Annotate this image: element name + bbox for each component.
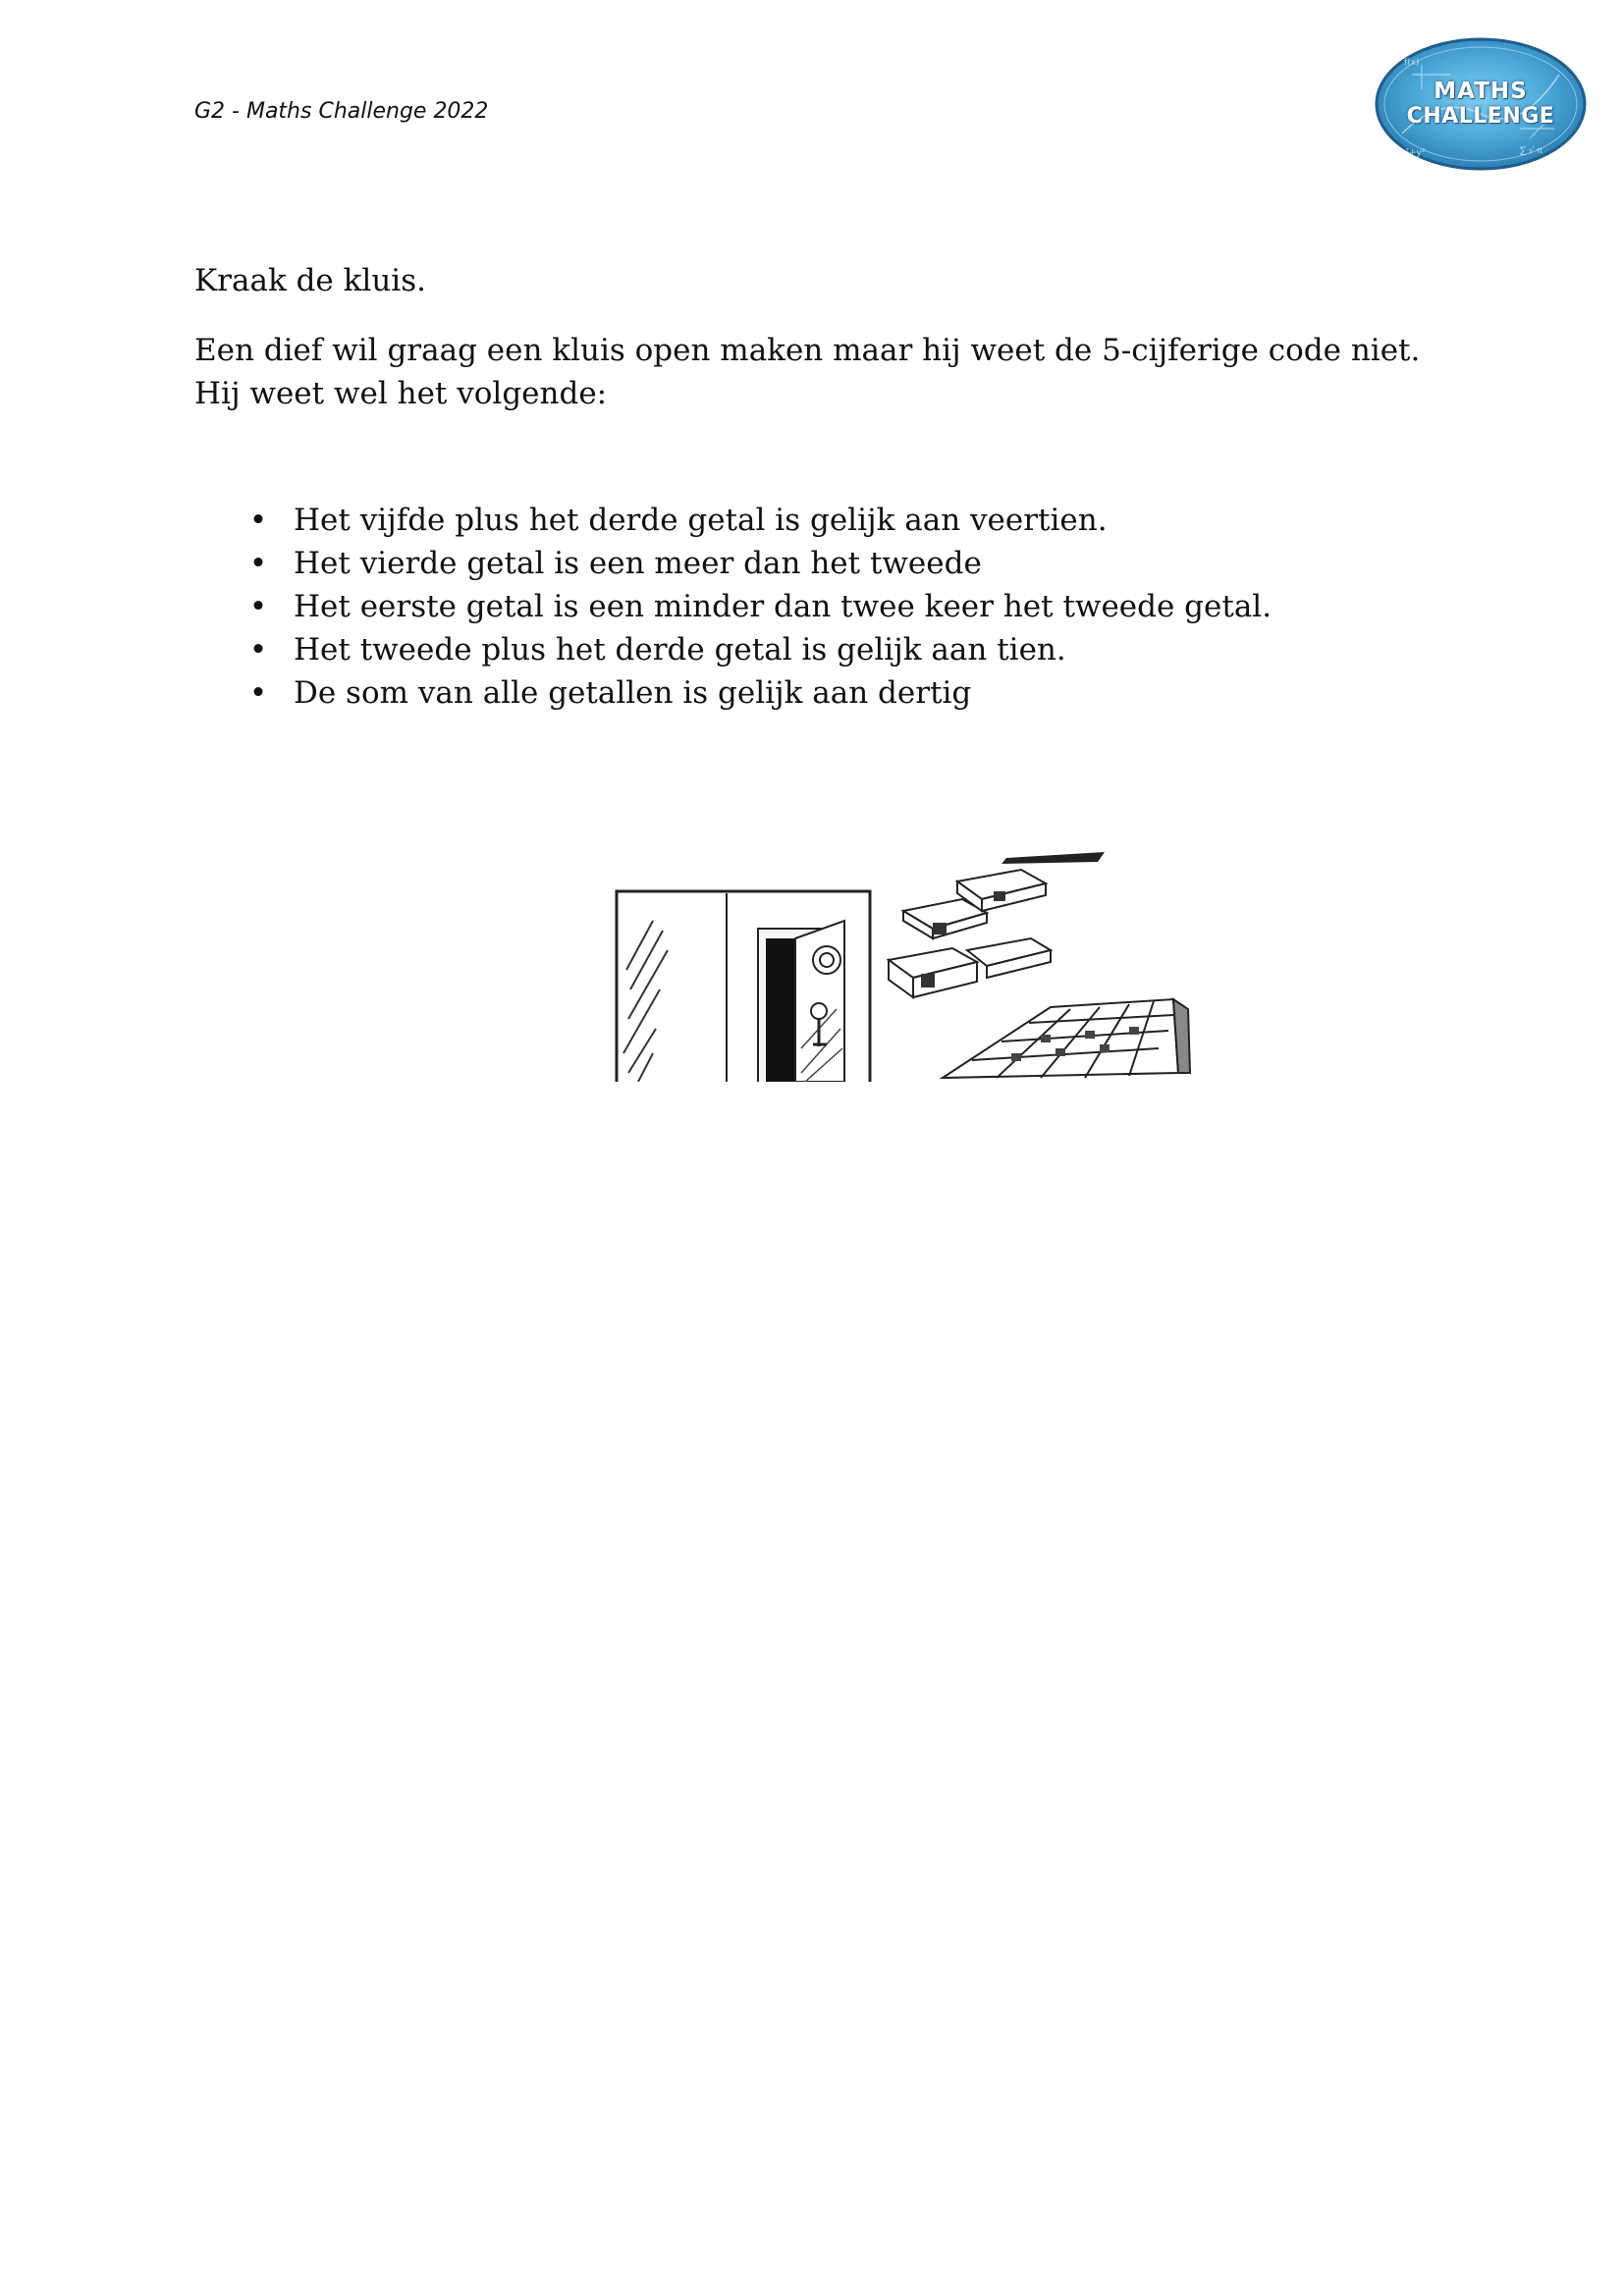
logo-badge-icon [1373, 35, 1589, 173]
clue-item [194, 499, 1272, 542]
page-header: G2 - Maths Challenge 2022 [194, 99, 489, 124]
svg-text:x²+y²: x²+y² [1400, 148, 1426, 158]
clue-list [194, 499, 1272, 715]
clue-text: Het vijfde plus het derde getal is gelijk aan veertien. [294, 503, 1108, 538]
logo-title-line2: CHALLENGE [1406, 104, 1555, 129]
svg-text:∑ √ π: ∑ √ π [1520, 146, 1543, 156]
puzzle-title: Kraak de kluis. [194, 263, 426, 298]
bullet-icon: • [248, 675, 268, 711]
clue-item [194, 671, 1272, 715]
bullet-icon: • [248, 589, 268, 624]
bullet-icon: • [248, 546, 268, 581]
clue-text: Het vierde getal is een meer dan het tweede [294, 546, 982, 581]
svg-text:f(x): f(x) [1404, 58, 1420, 68]
clue-item [194, 628, 1272, 671]
logo-title-line1: MATHS [1434, 79, 1528, 104]
maths-challenge-logo [1373, 35, 1589, 173]
clue-text: Het tweede plus het derde getal is gelijk aan tien. [294, 632, 1066, 667]
safe-with-money-icon [609, 852, 1198, 1082]
clue-item [194, 585, 1272, 628]
clue-text: De som van alle getallen is gelijk aan dertig [294, 675, 972, 711]
clue-text: Het eerste getal is een minder dan twee keer het tweede getal. [294, 589, 1272, 624]
puzzle-intro: Een dief wil graag een kluis open maken maar hij weet de 5-cijferige code niet. Hij weet wel het volgende: [194, 333, 1421, 411]
bullet-icon: • [248, 632, 268, 667]
clue-item [194, 542, 1272, 585]
bullet-icon: • [248, 503, 268, 538]
